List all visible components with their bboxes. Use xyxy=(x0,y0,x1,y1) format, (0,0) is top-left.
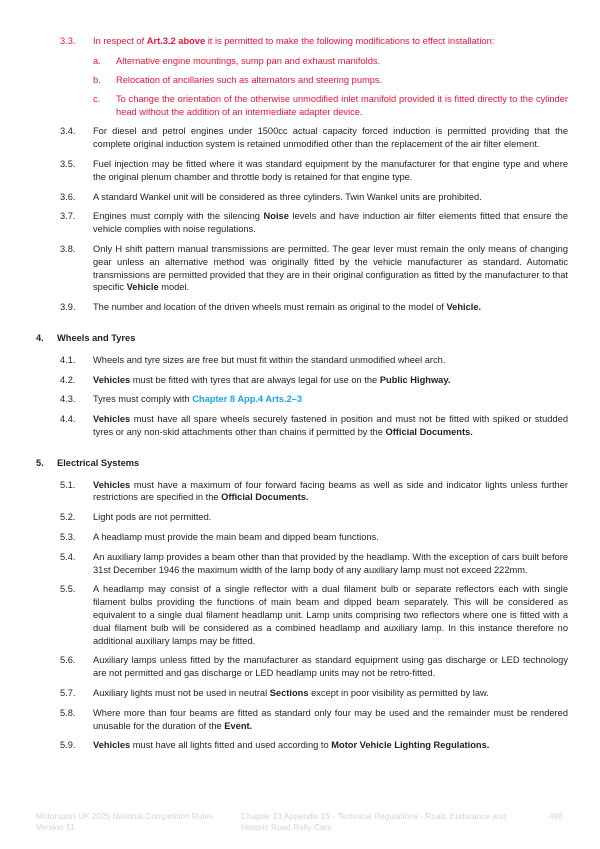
defined-term: Vehicle. xyxy=(446,302,482,313)
clause-number: 5.1. xyxy=(60,479,76,490)
clause-text: Alternative engine mountings, sump pan and exhaust manifolds. xyxy=(116,55,381,66)
clause xyxy=(36,125,568,151)
defined-term: Motor Vehicle Lighting Regulations. xyxy=(331,740,490,751)
clause-text: The number and location of the driven wheels must remain as original to the model of xyxy=(93,302,447,313)
document-body xyxy=(36,35,568,759)
clause xyxy=(36,551,568,577)
section-heading xyxy=(36,332,568,345)
defined-term: Noise xyxy=(263,211,289,222)
clause-number: 4.1. xyxy=(60,354,76,365)
clause-number: 5.2. xyxy=(60,512,76,523)
clause xyxy=(36,413,568,439)
clause xyxy=(36,210,568,236)
clause-text: For diesel and petrol engines under 1500cc actual capacity forced induction is permitted providing that the complete original induction system is retained unmodified other than the replacement of the air filter element. xyxy=(93,126,568,150)
sub-clause xyxy=(36,55,568,68)
clause-text: In respect of xyxy=(93,36,147,46)
clause-number: b. xyxy=(93,75,101,86)
clause xyxy=(36,654,568,680)
clause xyxy=(36,739,568,752)
clause-text: Wheels and tyre sizes are free but must fit within the standard unmodified wheel arch. xyxy=(93,354,446,365)
clause-number: 3.8. xyxy=(60,244,76,255)
clause-text: Fuel injection may be fitted where it was standard equipment by the manufacturer for that engine type and where the original plenum chamber and throttle body is retained for that engine type. xyxy=(93,159,568,182)
clause-number: 5.8. xyxy=(60,707,76,718)
footer-chapter: Chapter 13 Appendix 15 - Technical Regulations - Road, Endurance and Historic Road Rally Cars xyxy=(241,811,507,832)
clause xyxy=(36,511,568,524)
clause-text: must be fitted with tyres that are always legal for use on the xyxy=(130,374,380,385)
defined-term: Public Highway. xyxy=(379,374,451,385)
defined-term: Vehicle xyxy=(126,282,159,293)
clause-number: 5.9. xyxy=(60,740,76,751)
defined-term: Vehicles xyxy=(93,740,131,751)
clause-number: 5.3. xyxy=(60,532,76,543)
clause-number: 3.4. xyxy=(60,126,76,137)
clause-text: Where more than four beams are fitted as standard only four may be used and the remainder must be rendered unusable for the duration of the xyxy=(93,707,568,731)
defined-term: Official Documents. xyxy=(385,427,473,438)
defined-term: Sections xyxy=(269,687,309,698)
clause-text: must have all lights fitted and used according to xyxy=(130,740,332,751)
clause-text: To change the orientation of the otherwise unmodified inlet manifold provided it is fitted directly to the cylinder head without the addition of an intermediate adapter device. xyxy=(116,94,568,118)
defined-term: Vehicles xyxy=(93,414,131,425)
footer-publication: Motorsport UK 2025 National Competition Rules Version 11 xyxy=(36,811,214,832)
clause-text: Auxiliary lamps unless fitted by the manufacturer as standard equipment using gas discharge or LED technology are not permitted and gas discharge or LED headlamp units may not be retro-fitted. xyxy=(93,655,568,679)
clause xyxy=(36,243,568,294)
clause xyxy=(36,687,568,700)
defined-term: Art.3.2 above xyxy=(146,36,206,46)
clause-number: 4.3. xyxy=(60,394,76,405)
clause xyxy=(36,531,568,544)
clause-number: 5.6. xyxy=(60,655,76,666)
clause xyxy=(36,35,568,48)
clause-number: a. xyxy=(93,55,101,66)
clause-text: except in poor visibility as permitted by law. xyxy=(308,687,489,698)
clause-number: 4.4. xyxy=(60,414,76,425)
sub-clause xyxy=(36,74,568,87)
clause-number: 4.2. xyxy=(60,374,76,385)
clause-text: Engines must comply with the silencing xyxy=(93,211,264,222)
defined-term: Vehicles xyxy=(93,479,131,490)
clause-number: 3.5. xyxy=(60,159,76,170)
clause-text: Light pods are not permitted. xyxy=(93,512,212,523)
clause-text: Relocation of ancillaries such as alternators and steering pumps. xyxy=(116,75,383,86)
clause-number: 5.7. xyxy=(60,687,76,698)
page-number: 496 xyxy=(549,811,563,821)
defined-term: Vehicles xyxy=(93,374,131,385)
clause-number: 5.5. xyxy=(60,584,76,595)
defined-term: Event. xyxy=(224,720,253,731)
clause-number: 5. xyxy=(36,457,44,468)
clause-number: c. xyxy=(93,94,101,105)
clause-number: 3.3. xyxy=(60,36,76,46)
clause-number: 4. xyxy=(36,333,44,344)
cross-reference-link[interactable]: Chapter 8 App.4 Arts.2–3 xyxy=(192,394,303,405)
clause xyxy=(36,158,568,184)
clause-text: A standard Wankel unit will be considered as three cylinders. Twin Wankel units are prohibited. xyxy=(93,191,482,202)
clause-number: 3.9. xyxy=(60,302,76,313)
clause-number: 5.4. xyxy=(60,551,76,562)
clause-text: must have a maximum of four forward facing beams as well as side and indicator lights unless further restrictions are specified in the xyxy=(93,479,568,503)
clause-text: A headlamp may consist of a single reflector with a dual filament bulb or separate reflectors each with single filament bulbs providing the functions of main beam and dipped beam separately. This will be considered as equivalent to a single dual filament headlamp unit. Lamp units comprising two reflectors where one is fitted with a dual filament bulb will be considered as a combined headlamp and auxiliary lamp. In this instance therefore no additional auxiliary lamps may be fitted. xyxy=(93,584,568,646)
section-heading xyxy=(36,457,568,470)
clause-text: Only H shift pattern manual transmissions are permitted. The gear lever must remain the only means of changing gear unless an alternative method was originally fitted by the vehicle manufacturer as standard. Automatic transmissions are permitted provided that they are in their original configuration as fitted by the manufacturer to that specific xyxy=(93,244,568,293)
clause xyxy=(36,583,568,647)
clause-text: Wheels and Tyres xyxy=(57,333,136,344)
sub-clause xyxy=(36,93,568,119)
clause-text: Auxiliary lights must not be used in neutral xyxy=(93,687,270,698)
clause xyxy=(36,191,568,204)
clause xyxy=(36,301,568,314)
clause xyxy=(36,393,568,406)
clause-number: 3.7. xyxy=(60,211,76,222)
clause-text: A headlamp must provide the main beam and dipped beam functions. xyxy=(93,532,379,543)
clause-text: must have all spare wheels securely fastened in position and must not be fitted with spiked or studded tyres or any non-skid attachments other than chains if permitted by the xyxy=(93,414,568,438)
clause-text: Tyres must comply with xyxy=(93,394,193,405)
clause-text: levels and have induction air filter elements fitted that ensure the vehicle complies with noise regulations. xyxy=(93,211,568,235)
clause xyxy=(36,374,568,387)
clause-text: model. xyxy=(158,282,190,293)
clause xyxy=(36,707,568,733)
clause-number: 3.6. xyxy=(60,191,76,202)
clause-text: it is permitted to make the following modifications to effect installation: xyxy=(205,36,495,46)
clause xyxy=(36,354,568,367)
clause xyxy=(36,479,568,505)
clause-text: An auxiliary lamp provides a beam other than that provided by the headlamp. With the exception of cars built before 31st December 1946 the maximum width of the lamp body of any auxiliary lamp must not exceed 222mm. xyxy=(93,551,568,575)
clause-text: Electrical Systems xyxy=(57,457,140,468)
defined-term: Official Documents. xyxy=(221,492,309,503)
